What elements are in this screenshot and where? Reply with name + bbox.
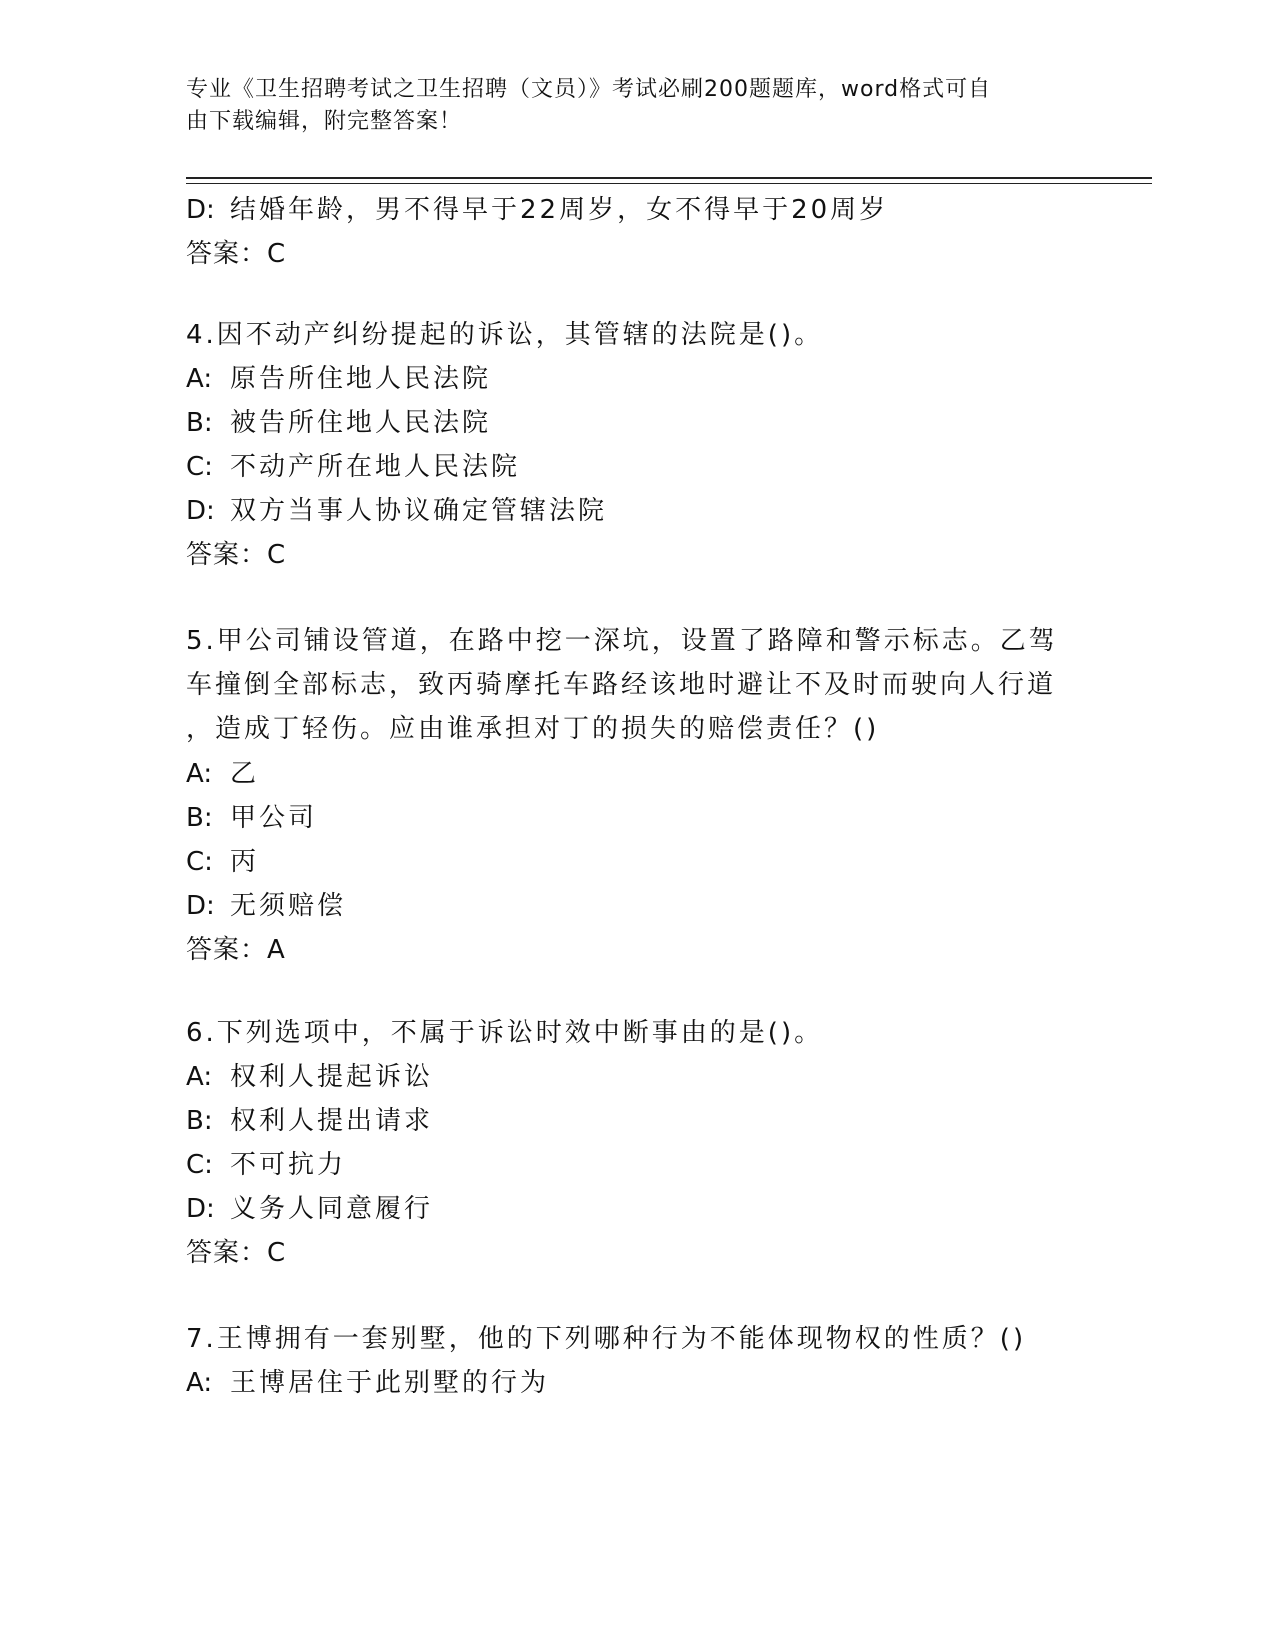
option-text: 义务人同意履行 [230, 1194, 434, 1224]
q5-option-d [186, 889, 346, 923]
option-letter: B: [186, 408, 213, 438]
option-text: 结婚年龄，男不得早于22周岁，女不得早于20周岁 [230, 195, 889, 225]
option-letter: C: [186, 452, 213, 482]
q6-option-a [186, 1060, 433, 1094]
option-letter: D: [186, 195, 215, 225]
header-line-1: 专业《卫生招聘考试之卫生招聘（文员）》考试必刷200题题库，word格式可自 [186, 77, 992, 102]
q4-option-a [186, 362, 491, 396]
q5-stem-line-3: ，造成丁轻伤。应由谁承担对丁的损失的赔偿责任？() [186, 714, 880, 744]
option-letter: D: [186, 891, 215, 921]
q7-stem: 7.王博拥有一套别墅，他的下列哪种行为不能体现物权的性质？() [186, 1324, 1027, 1354]
option-text: 双方当事人协议确定管辖法院 [230, 496, 608, 526]
q5-option-b [186, 801, 317, 835]
q5-option-c [186, 845, 259, 879]
q6-option-d [186, 1192, 433, 1226]
option-letter: B: [186, 803, 213, 833]
option-text: 王博居住于此别墅的行为 [230, 1368, 550, 1398]
q4-option-c [186, 450, 520, 484]
q3-option-d [186, 193, 888, 227]
option-text: 乙 [230, 759, 260, 789]
option-letter: D: [186, 496, 215, 526]
header-rule-thin [186, 183, 1152, 184]
option-text: 丙 [230, 847, 260, 877]
option-letter: A: [186, 1062, 213, 1092]
q6-stem: 6.下列选项中，不属于诉讼时效中断事由的是()。 [186, 1018, 824, 1048]
option-letter: A: [186, 1368, 213, 1398]
q4-option-b [186, 406, 491, 440]
option-letter: A: [186, 759, 213, 789]
option-text: 权利人提起诉讼 [230, 1062, 434, 1092]
option-text: 无须赔偿 [230, 891, 347, 921]
option-text: 被告所住地人民法院 [230, 408, 492, 438]
header-line-2: 由下载编辑，附完整答案！ [186, 109, 463, 134]
option-text: 原告所住地人民法院 [230, 364, 492, 394]
option-letter: C: [186, 847, 213, 877]
q4-answer: 答案：C [186, 540, 287, 570]
q6-option-b [186, 1104, 433, 1138]
option-letter: B: [186, 1106, 213, 1136]
q4-stem: 4.因不动产纠纷提起的诉讼，其管辖的法院是()。 [186, 320, 824, 350]
option-letter: A: [186, 364, 213, 394]
q7-option-a [186, 1366, 549, 1400]
q5-option-a [186, 757, 259, 791]
option-text: 甲公司 [230, 803, 318, 833]
q5-answer: 答案：A [186, 935, 286, 965]
q6-option-c [186, 1148, 346, 1182]
q3-answer: 答案：C [186, 239, 287, 269]
option-text: 不可抗力 [230, 1150, 347, 1180]
q4-option-d [186, 494, 607, 528]
q5-stem-line-1: 5.甲公司铺设管道，在路中挖一深坑，设置了路障和警示标志。乙驾 [186, 626, 1058, 656]
q5-stem-line-2: 车撞倒全部标志，致丙骑摩托车路经该地时避让不及时而驶向人行道 [186, 670, 1057, 700]
document-header [186, 74, 1056, 138]
header-rule-thick [186, 177, 1152, 179]
option-letter: C: [186, 1150, 213, 1180]
q6-answer: 答案：C [186, 1238, 287, 1268]
option-letter: D: [186, 1194, 215, 1224]
option-text: 不动产所在地人民法院 [230, 452, 521, 482]
option-text: 权利人提出请求 [230, 1106, 434, 1136]
